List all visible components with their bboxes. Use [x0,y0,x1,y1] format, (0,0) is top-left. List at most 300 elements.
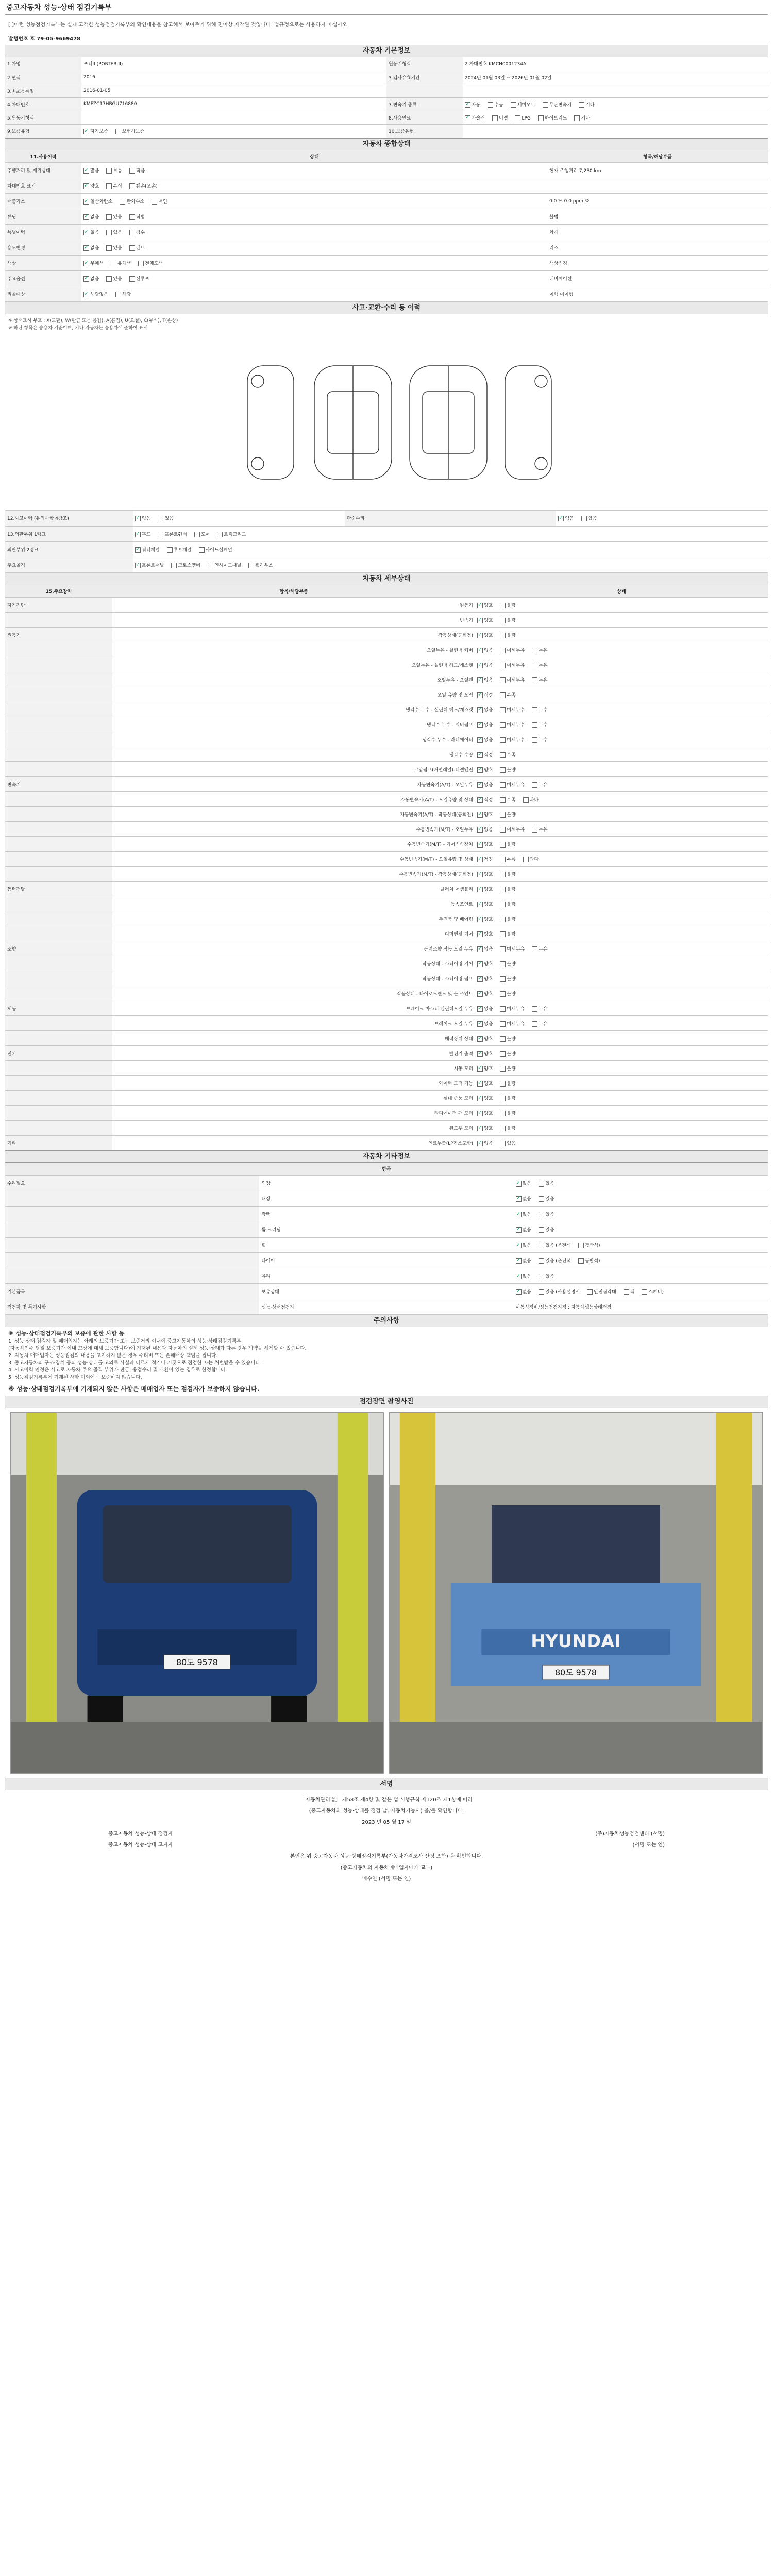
checkbox-option[interactable]: 누유 [532,647,547,653]
checkbox-icon [515,115,520,121]
detail-status [475,687,768,702]
other-row [5,1252,768,1268]
checkbox-option[interactable]: ✓ 후드 [135,531,150,537]
checkbox-option[interactable]: 있음 [106,229,122,235]
detail-status [475,1136,768,1150]
checkbox-option[interactable]: ✓ 쿼터패널 [135,546,160,553]
checkbox-icon [500,872,506,877]
checkbox-option[interactable]: 불량 [500,886,515,892]
checkbox-option[interactable]: ✓ 없음 [477,1020,493,1027]
overall-extra: 네비게이션 [547,271,768,286]
checkbox-option[interactable]: 미세누수 [500,706,525,713]
checkbox-option[interactable]: 사이드실패널 [199,546,232,553]
checkbox-option[interactable]: ✓ 양호 [477,930,493,937]
other-status: 이동식정비/성능점검지정 : 자동차성능상태점검 [514,1299,768,1314]
checkbox-option[interactable]: 미세누유 [500,945,525,952]
basic-value-2 [463,84,768,97]
checkbox-option[interactable]: 미세누유 [500,647,525,653]
checkbox-option[interactable]: 있음 [539,1226,554,1233]
checkbox-option[interactable]: 있음 (운전석 [539,1242,571,1248]
checkbox-option[interactable]: 렌트 [129,244,145,251]
detail-group [5,702,112,717]
checkbox-icon [477,1096,483,1101]
checkbox-option[interactable]: 불량 [500,766,515,773]
overall-options [81,163,547,178]
checkbox-option[interactable]: 누유 [532,826,547,833]
checkbox-option[interactable]: ✓ 양호 [477,811,493,818]
overall-row [5,225,768,240]
checkbox-option[interactable]: 누유 [532,662,547,668]
overall-extra: 불법 [547,209,768,225]
checkbox-option[interactable]: ✓ 없음 [477,736,493,743]
overall-header-cell: 11.사용이력 [5,150,81,163]
checkbox-option[interactable]: ✓ 없음 [516,1273,531,1279]
checkbox-option[interactable]: ✓ 없음 [135,515,150,521]
overall-extra: 0.0 % 0.0 ppm % [547,194,768,209]
checkbox-option[interactable]: 불량 [500,901,515,907]
checkbox-icon [477,1126,483,1131]
checkbox-icon [532,722,537,728]
checkbox-option[interactable]: 미세누유 [500,676,525,683]
detail-row [5,822,768,837]
checkbox-option[interactable]: ✓ 일산화탄소 [83,198,112,205]
basic-label-2: 원동기형식 [386,57,463,71]
detail-group: 동력전달 [5,882,112,896]
detail-row [5,971,768,986]
checkbox-option[interactable]: 스패너) [642,1288,664,1295]
checkbox-option[interactable]: ✓ 양호 [477,602,493,608]
detail-item: 브레이크 마스터 실린더오일 누유 [112,1001,475,1016]
checkbox-icon [532,648,537,653]
overall-row [5,178,768,194]
checkbox-option[interactable]: 불량 [500,617,515,623]
checkbox-option[interactable]: LPG [515,115,530,121]
checkbox-icon [532,1021,537,1027]
detail-item: 와이퍼 모터 기능 [112,1076,475,1091]
checkbox-option[interactable]: ✓ 없음 [516,1195,531,1202]
checkbox-option[interactable]: ✓ 양호 [477,1050,493,1057]
checkbox-option[interactable]: 불량 [500,1125,515,1131]
checkbox-option[interactable]: ✓ 가솔린 [465,114,485,121]
detail-row [5,1121,768,1136]
checkbox-icon [532,782,537,788]
basic-label: 4.차대번호 [5,97,81,111]
checkbox-option[interactable]: 동반석) [578,1257,600,1264]
detail-row [5,657,768,672]
other-status [514,1206,768,1222]
other-group [5,1206,259,1222]
section-photos: 점검장면 촬영사진 [5,1396,768,1408]
checkbox-option[interactable]: ✓ 자가보증 [83,128,108,134]
checkbox-icon [477,931,483,937]
detail-status [475,672,768,687]
checkbox-option[interactable]: ✓ 없음 [477,945,493,952]
checkbox-option[interactable]: 누수 [532,721,547,728]
checkbox-option[interactable]: 크로스멤버 [171,562,200,568]
other-status [514,1222,768,1237]
checkbox-icon [111,261,116,266]
checkbox-option[interactable]: 누유 [532,1005,547,1012]
overall-row [5,286,768,302]
checkbox-option[interactable]: ✓ 무채색 [83,260,104,266]
damage-row [5,511,768,526]
checkbox-option[interactable]: 불량 [500,1065,515,1072]
checkbox-option[interactable]: ✓ 양호 [477,901,493,907]
checkbox-option[interactable]: 있음 (운전석 [539,1257,571,1264]
checkbox-option[interactable]: ✓ 없음 [516,1180,531,1187]
checkbox-option[interactable]: ✓ 없음 [477,1005,493,1012]
checkbox-icon [83,292,89,297]
basic-value [81,111,386,124]
checkbox-icon [500,1096,506,1101]
checkbox-option[interactable]: 있음 [581,515,597,521]
checkbox-option[interactable]: ✓ 없음 [83,275,99,282]
checkbox-option[interactable]: 불량 [500,990,515,997]
checkbox-option[interactable]: 미세누유 [500,1020,525,1027]
checkbox-option[interactable]: 누유 [532,781,547,788]
caution-line: 3. 중고자동차의 구조·장치 등의 성능·상태를 고의로 사실과 다르게 적거나 거짓으로 점검한 자는 처벌받을 수 있습니다. [8,1360,262,1366]
checkbox-option[interactable]: 불량 [500,1095,515,1101]
overall-extra: 색상변경 [547,256,768,271]
detail-group [5,1121,112,1136]
checkbox-option[interactable]: 트렁크리드 [217,531,246,537]
detail-status [475,1031,768,1046]
other-group: 기본품목 [5,1283,259,1299]
checkbox-option[interactable]: 불량 [500,916,515,922]
checkbox-icon [500,857,506,862]
overall-options [81,286,547,302]
damage-row [5,557,768,572]
checkbox-option[interactable]: 무단변속기 [543,101,572,108]
detail-status [475,1016,768,1031]
detail-status [475,867,768,882]
detail-status [475,702,768,717]
damage-label: 외판부위 2랭크 [5,541,133,557]
checkbox-option[interactable]: 미세누유 [500,826,525,833]
checkbox-icon [167,547,173,553]
detail-group [5,613,112,628]
basic-value-2 [463,111,768,124]
checkbox-option[interactable]: ✓ 없음 [516,1211,531,1217]
checkbox-option[interactable]: 동반석) [578,1242,600,1248]
detail-item: 냉각수 누수 - 실린더 헤드/개스켓 [112,702,475,717]
checkbox-option[interactable]: ✓ 양호 [477,617,493,623]
checkbox-option[interactable]: 누유 [532,945,547,952]
detail-group: 원동기 [5,628,112,642]
notice-text: [ ]이런 성능점검기록부는 실제 고객한 성능점검기록부의 확인내용을 참고해서 보여주기 위해 편이상 제작된 것입니다. 법규정으로는 사용하지 마십시오. [8,22,349,28]
checkbox-option[interactable]: ✓ 양호 [83,182,99,189]
other-group [5,1268,259,1283]
other-status [514,1237,768,1252]
detail-item: 작동상태 - 타이로드엔드 및 볼 조인트 [112,986,475,1001]
checkbox-option[interactable]: ✓ 양호 [477,766,493,773]
checkbox-option[interactable]: ✓ 양호 [477,1125,493,1131]
checkbox-option[interactable]: 불량 [500,1110,515,1116]
checkbox-option[interactable]: ✓ 적정 [477,691,493,698]
checkbox-option[interactable]: 인사이드패널 [208,562,241,568]
checkbox-option[interactable]: 있음 [539,1273,554,1279]
detail-item: 작동상태(공회전) [112,628,475,642]
checkbox-option[interactable]: ✓ 양호 [477,990,493,997]
checkbox-option[interactable]: 수동 [488,101,503,108]
detail-row [5,1091,768,1106]
other-item: 내장 [259,1191,513,1206]
checkbox-option[interactable]: 보험사보증 [115,128,144,134]
checkbox-option[interactable]: ✓ 적정 [477,856,493,862]
checkbox-option[interactable]: 미세누유 [500,781,525,788]
basic-value-2 [463,124,768,138]
checkbox-option[interactable]: 보통 [106,167,122,174]
detail-status [475,1061,768,1076]
detail-group: 기타 [5,1136,112,1150]
detail-item: 배력장치 상태 [112,1031,475,1046]
caution-line: (자동차인수 당일 보증기간 이내 고장에 대해 보증합니다)에 기재된 내용과 자동차의 실제 성능·상태가 다른 경우 계약을 해제할 수 있습니다. [8,1345,307,1351]
detail-status [475,747,768,762]
checkbox-option[interactable]: ✓ 없음 [477,721,493,728]
checkbox-icon [83,230,89,235]
checkbox-icon [477,946,483,952]
checkbox-option[interactable]: 적음 [129,167,145,174]
detail-group: 조향 [5,941,112,956]
checkbox-option[interactable]: ✓ 없음 [477,647,493,653]
detail-item: 라디에이터 팬 모터 [112,1106,475,1121]
checkbox-option[interactable]: 불량 [500,841,515,848]
detail-item: 동력조향 작동 오일 누유 [112,941,475,956]
checkbox-option[interactable]: ✓ 양호 [477,886,493,892]
checkbox-option[interactable]: ✓ 양호 [477,916,493,922]
checkbox-icon [477,961,483,967]
detail-item: 냉각수 수량 [112,747,475,762]
checkbox-icon [578,1258,584,1264]
checkbox-option[interactable]: 있음 [539,1180,554,1187]
checkbox-option[interactable]: ✓ 없음 [477,781,493,788]
checkbox-option[interactable]: 있음 [539,1211,554,1217]
checkbox-option[interactable]: 불량 [500,602,515,608]
checkbox-icon [500,663,506,668]
checkbox-option[interactable]: ✓ 양호 [477,975,493,982]
checkbox-option[interactable]: 불량 [500,632,515,638]
checkbox-option[interactable]: 있음 [539,1195,554,1202]
checkbox-option[interactable]: ✓ 없음 [558,515,574,521]
checkbox-option[interactable]: ✓ 양호 [477,960,493,967]
checkbox-option[interactable]: 있음 [106,275,122,282]
checkbox-option[interactable]: 부식 [106,182,122,189]
checkbox-option[interactable]: 훼손(오손) [129,182,158,189]
checkbox-option[interactable]: ✓ 양호 [477,1035,493,1042]
detail-item: 자동변속기(A/T) - 작동상태(공회전) [112,807,475,822]
checkbox-icon [539,1274,544,1279]
damage-legend [5,314,768,335]
checkbox-option[interactable]: ✓ 없음 [477,706,493,713]
checkbox-icon [500,887,506,892]
overall-label: 배출가스 [5,194,81,209]
checkbox-option[interactable]: ✓ 없음 [83,229,99,235]
checkbox-icon [135,516,141,521]
checkbox-option[interactable]: 불량 [500,975,515,982]
checkbox-option[interactable]: ✓ 자동 [465,101,480,108]
detail-row [5,1076,768,1091]
checkbox-option[interactable]: 적법 [129,213,145,220]
checkbox-option[interactable]: ✓ 없음 [83,244,99,251]
checkbox-option[interactable]: 루프패널 [167,546,192,553]
detail-status [475,852,768,867]
checkbox-option[interactable]: ✓ 없음 [516,1288,531,1295]
checkbox-option[interactable]: ✓ 양호 [477,1110,493,1116]
checkbox-option[interactable]: ✓ 없음 [477,1140,493,1146]
caution-line: 1. 성능·상태 점검자 및 매매업자는 아래의 보증기간 또는 보증거리 이내에 중고자동차의 성능·상태점검기록부 [8,1338,242,1344]
damage-label: 12.사고이력 (유의사항 4참조) [5,511,133,526]
checkbox-option[interactable]: 있음 [106,213,122,220]
checkbox-option[interactable]: 프론트휀더 [158,531,187,537]
checkbox-option[interactable]: 하이브리드 [538,114,567,121]
checkbox-option[interactable]: 선루프 [129,275,149,282]
checkbox-option[interactable]: 과다 [523,796,539,803]
detail-status [475,717,768,732]
checkbox-option[interactable]: 매연 [152,198,167,205]
detail-group [5,896,112,911]
checkbox-option[interactable]: 기타 [579,101,594,108]
checkbox-icon [194,532,200,537]
detail-group [5,1091,112,1106]
basic-label: 9.보증유형 [5,124,81,138]
checkbox-option[interactable]: 안전삼각대 [587,1288,616,1295]
detail-item: 브레이크 오일 누유 [112,1016,475,1031]
confirm-line: 본인은 위 중고자동차 성능·상태점검기록부(자동차가격조사·산정 포함) 을 확인합니다. [290,1853,483,1859]
detail-row [5,747,768,762]
checkbox-icon [539,1243,544,1248]
checkbox-icon [500,812,506,818]
checkbox-option[interactable]: 탄화수소 [120,198,144,205]
checkbox-option[interactable]: 부족 [500,691,515,698]
checkbox-option[interactable]: 미세누수 [500,736,525,743]
other-group: 점검자 및 특기사항 [5,1299,259,1314]
checkbox-option[interactable]: 세미오토 [511,101,535,108]
checkbox-option[interactable]: 과다 [523,856,539,862]
other-row [5,1191,768,1206]
detail-group [5,911,112,926]
checkbox-option[interactable]: ✓ 양호 [477,1065,493,1072]
checkbox-option[interactable]: 기타 [574,114,590,121]
checkbox-option[interactable]: 불량 [500,871,515,877]
damage-value [133,526,345,541]
checkbox-option[interactable]: 전체도색 [138,260,163,266]
checkbox-option[interactable]: 휠하우스 [248,562,273,568]
checkbox-option[interactable]: 누수 [532,736,547,743]
other-group [5,1237,259,1252]
detail-row [5,672,768,687]
checkbox-icon [208,563,213,568]
checkbox-option[interactable]: 도어 [194,531,210,537]
checkbox-option[interactable]: ✓ 양호 [477,871,493,877]
checkbox-option[interactable]: ✓ 양호 [477,1095,493,1101]
other-item: 유리 [259,1268,513,1283]
checkbox-option[interactable]: ✓ 없음 [516,1226,531,1233]
checkbox-option[interactable]: ✓ 없음 [516,1242,531,1248]
checkbox-option[interactable]: 있음 (사용설명서 [539,1288,580,1295]
checkbox-icon [83,199,89,205]
checkbox-icon [532,737,537,743]
checkbox-option[interactable]: ✓ 없음 [516,1257,531,1264]
checkbox-option[interactable]: 누수 [532,706,547,713]
checkbox-option[interactable]: 불량 [500,1050,515,1057]
checkbox-option[interactable]: 해당 [115,291,131,297]
checkbox-option[interactable]: 부족 [500,856,515,862]
checkbox-option[interactable]: 불량 [500,811,515,818]
checkbox-icon [500,961,506,967]
checkbox-option[interactable]: ✓ 없음 [83,213,99,220]
car-right-view-icon [505,366,551,479]
checkbox-option[interactable]: 있음 [106,244,122,251]
checkbox-option[interactable]: 유채색 [111,260,131,266]
checkbox-icon [578,1243,584,1248]
basic-label-2: 10.보증유형 [386,124,463,138]
checkbox-icon [477,842,483,848]
detail-status [475,926,768,941]
checkbox-option[interactable]: ✓ 프론트패널 [135,562,164,568]
checkbox-option[interactable]: 불량 [500,960,515,967]
checkbox-option[interactable]: ✓ 양호 [477,632,493,638]
checkbox-option[interactable]: 누유 [532,676,547,683]
checkbox-icon [158,532,163,537]
checkbox-option[interactable]: ✓ 양호 [477,1080,493,1087]
checkbox-option[interactable]: ✓ 해당없음 [83,291,108,297]
checkbox-option[interactable]: 있음 [158,515,173,521]
checkbox-option[interactable]: 디젤 [492,114,508,121]
detail-item: 오일누유 - 오일팬 [112,672,475,687]
checkbox-option[interactable]: ✓ 양호 [477,841,493,848]
detail-row [5,613,768,628]
checkbox-option[interactable]: 불량 [500,1035,515,1042]
checkbox-option[interactable]: 미세누유 [500,1005,525,1012]
other-header [5,1163,768,1175]
basic-label-2 [386,84,463,97]
checkbox-icon [500,707,506,713]
overall-extra: 화재 [547,225,768,240]
legend-line: ※ 상태표시 부호 : X(교환), W(판금 또는 용접), A(흠집), U(요철), C(부식), T(손상) [8,318,178,324]
checkbox-option[interactable]: ✓ 없음 [477,826,493,833]
checkbox-icon [477,677,483,683]
section-overall: 자동차 종합상태 [5,138,768,150]
checkbox-option[interactable]: ✓ 적정 [477,751,493,758]
detail-item: 작동상태 - 스티어링 펌프 [112,971,475,986]
damage-label: 주요골격 [5,557,133,572]
detail-header-cell: 15.주요장치 [5,585,112,598]
checkbox-option[interactable]: ✓ 적정 [477,796,493,803]
detail-group [5,762,112,777]
checkbox-icon [500,1006,506,1012]
checkbox-icon [83,168,89,174]
detail-group [5,837,112,852]
detail-status [475,1091,768,1106]
checkbox-option[interactable]: ✓ 없음 [477,662,493,668]
checkbox-option[interactable]: 미세누유 [500,662,525,668]
checkbox-option[interactable]: 잭 [624,1288,635,1295]
checkbox-option[interactable]: 부족 [500,796,515,803]
detail-row [5,628,768,642]
checkbox-option[interactable]: 불량 [500,1080,515,1087]
other-item: 보유상태 [259,1283,513,1299]
checkbox-option[interactable]: 있음 [500,1140,515,1146]
overall-row [5,163,768,178]
checkbox-option[interactable]: 미세누수 [500,721,525,728]
checkbox-option[interactable]: ✓ 많음 [83,167,99,174]
detail-item: 냉각수 누수 - 라디에이터 [112,732,475,747]
checkbox-option[interactable]: 부족 [500,751,515,758]
checkbox-option[interactable]: 불량 [500,930,515,937]
checkbox-option[interactable]: ✓ 없음 [477,676,493,683]
checkbox-option[interactable]: 침수 [129,229,145,235]
checkbox-option[interactable]: 누유 [532,1020,547,1027]
